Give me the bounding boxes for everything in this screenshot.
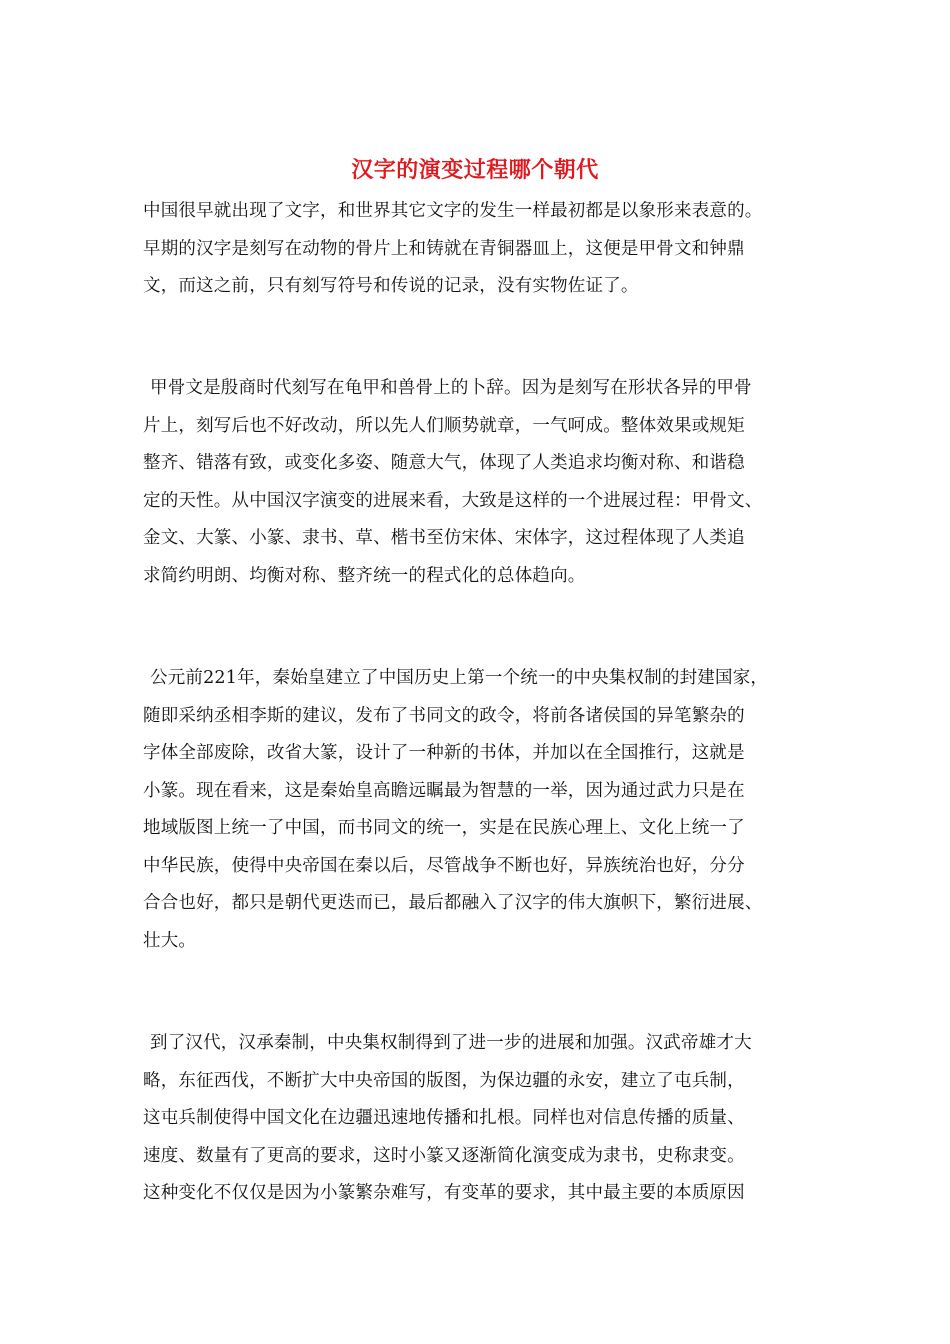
paragraph-4-line: 这屯兵制使得中国文化在边疆迅速地传播和扎根。同样也对信息传播的质量、	[143, 1108, 745, 1128]
paragraph-1-line: 文，而这之前，只有刻写符号和传说的记录，没有实物佐证了。	[143, 276, 639, 296]
paragraph-2-line: 求简约明朗、均衡对称、整齐统一的程式化的总体趋向。	[143, 566, 586, 586]
paragraph-3-line: 合合也好，都只是朝代更迭而已，最后都融入了汉字的伟大旗帜下，繁衍进展、	[143, 893, 763, 913]
paragraph-2-line: 甲骨文是殷商时代刻写在龟甲和兽骨上的卜辞。因为是刻写在形状各异的甲骨	[150, 378, 752, 398]
paragraph-3-line: 随即采纳丞相李斯的建议，发布了书同文的政令，将前各诸侯国的异笔繁杂的	[143, 706, 745, 726]
paragraph-2-line: 片上，刻写后也不好改动，所以先人们顺势就章，一气呵成。整体效果或规矩	[143, 416, 745, 436]
paragraph-3-line: 中华民族，使得中央帝国在秦以后，尽管战争不断也好，异族统治也好，分分	[143, 856, 745, 876]
paragraph-1-line: 中国很早就出现了文字，和世界其它文字的发生一样最初都是以象形来表意的。	[143, 201, 763, 221]
paragraph-3-line: 公元前221年，秦始皇建立了中国历史上第一个统一的中央集权制的封建国家，	[150, 668, 769, 688]
paragraph-4-line: 到了汉代，汉承秦制，中央集权制得到了进一步的进展和加强。汉武帝雄才大	[150, 1033, 752, 1053]
paragraph-2-line: 金文、大篆、小篆、隶书、草、楷书至仿宋体、宋体字，这过程体现了人类追	[143, 528, 745, 548]
paragraph-2-line: 定的天性。从中国汉字演变的进展来看，大致是这样的一个进展过程：甲骨文、	[143, 491, 763, 511]
paragraph-4-line: 速度、数量有了更高的要求，这时小篆又逐渐简化演变成为隶书，史称隶变。	[143, 1146, 745, 1166]
paragraph-1-line: 早期的汉字是刻写在动物的骨片上和铸就在青铜器皿上，这便是甲骨文和钟鼎	[143, 239, 745, 259]
paragraph-4-line: 略，东征西伐，不断扩大中央帝国的版图，为保边疆的永安，建立了屯兵制，	[143, 1071, 745, 1091]
paragraph-3-line: 小篆。现在看来，这是秦始皇高瞻远瞩最为智慧的一举，因为通过武力只是在	[143, 781, 745, 801]
paragraph-3-line: 壮大。	[143, 931, 197, 951]
document-title: 汉字的演变过程哪个朝代	[351, 157, 599, 183]
paragraph-3-line: 地域版图上统一了中国，而书同文的统一，实是在民族心理上、文化上统一了	[143, 818, 745, 838]
paragraph-3-line: 字体全部废除，改省大篆，设计了一种新的书体，并加以在全国推行，这就是	[143, 743, 745, 763]
paragraph-4-line: 这种变化不仅仅是因为小篆繁杂难写，有变革的要求，其中最主要的本质原因	[143, 1183, 745, 1203]
paragraph-2-line: 整齐、错落有致，或变化多姿、随意大气，体现了人类追求均衡对称、和谐稳	[143, 453, 745, 473]
